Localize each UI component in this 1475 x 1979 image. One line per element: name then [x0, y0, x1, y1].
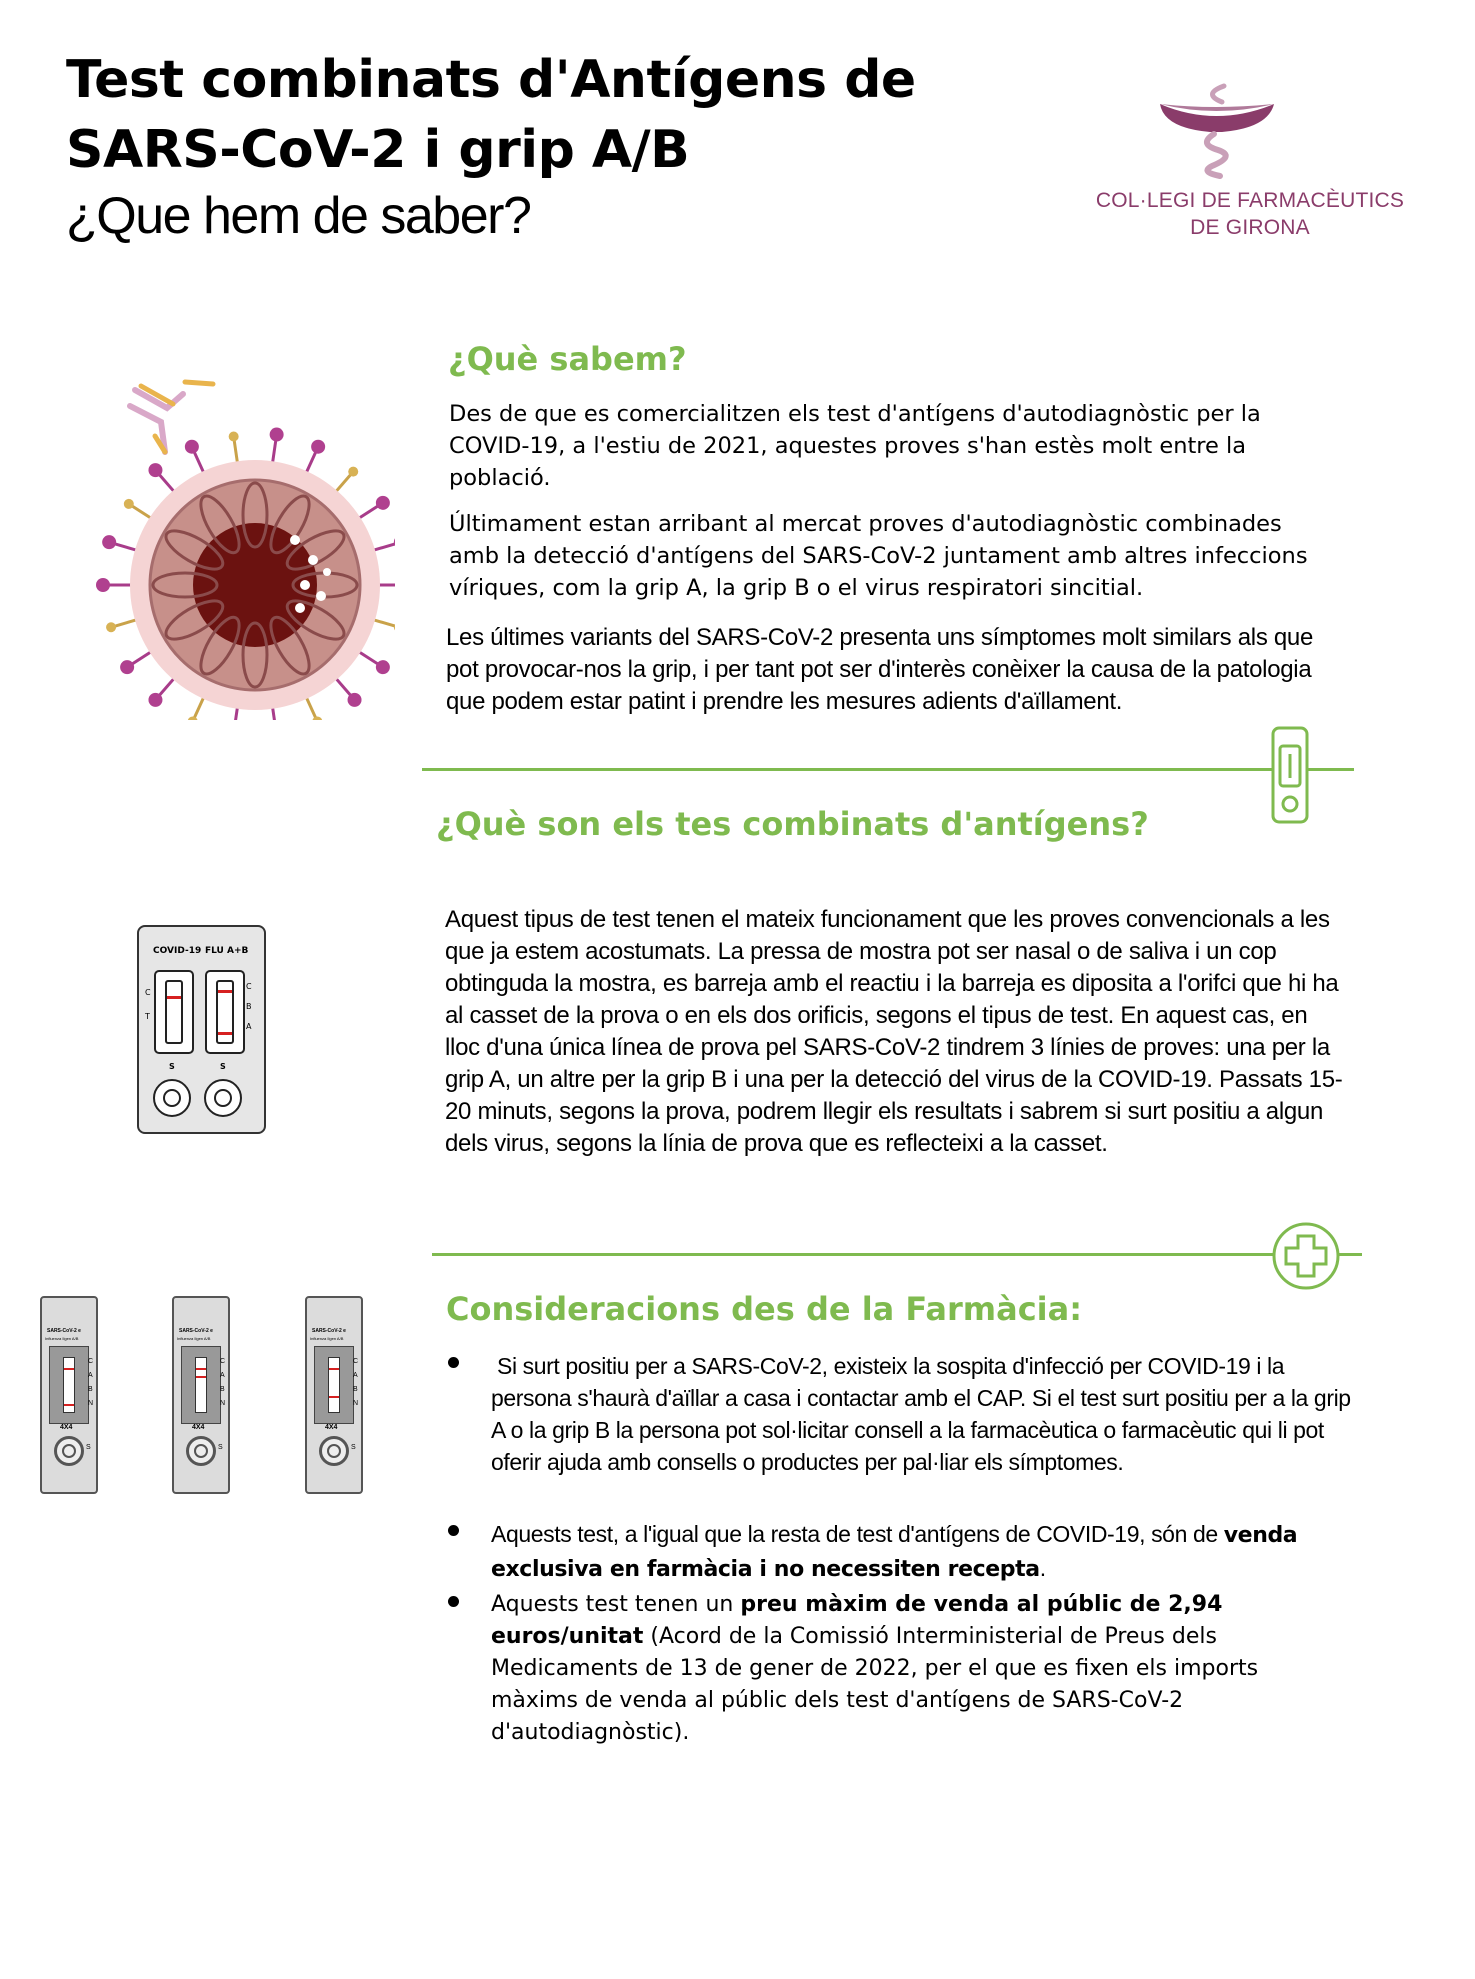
- logo-text-line2: DE GIRONA: [1190, 216, 1310, 239]
- section1-paragraph-2: Últimament estan arribant al mercat proves d'autodiagnòstic combinades amb la detecció d'antígens del SARS-CoV-2 juntament amb altres infeccions víriques, com la grip A, la grip B o el virus respiratori sincitial.: [449, 511, 1308, 601]
- bullet-3-dot: [448, 1596, 459, 1607]
- section2-heading: ¿Què son els tes combinats d'antígens?: [436, 805, 1149, 843]
- combined-test-cassette: COVID-19 FLU A+B C T C B A S S: [137, 925, 266, 1134]
- small-cassette: SARS-CoV-2 e Influenza Ilgen A/B C A B N 4X4 S: [305, 1296, 363, 1494]
- virus-illustration: [75, 360, 395, 720]
- section2-paragraph: Aquest tipus de test tenen el mateix funcionament que les proves convencionals a les que ja estem acostumats. La pressa de mostra pot ser nasal o de saliva i un cop obtinguda la mostra, es barreja amb el reactiu i la barreja es diposita a l'orifci que hi ha al casset de la prova o en els dos orificis, segons el tipus de test. En aquest cas, en lloc d'una única línea de prova pel SARS-CoV-2 tindrem 3 línies de proves: una per la grip A, un altre per la grip B i una per la detecció del virus de la COVID-19. Passats 15-20 minuts, segons la prova, podrem llegir els resultats i sabrem si surt positiu a algun dels virus, segons la línia de prova que es reflecteixi a la casset.: [445, 906, 1343, 1157]
- bullet-1-text: Si surt positiu per a SARS-CoV-2, existeix la sospita d'infecció per COVID-19 i la persona s'haurà d'aïllar a casa i contactar amb el CAP. Si el test surt positiu per a la grip A o la grip B la persona pot sol·licitar consell a la farmacèutica o farmacèutic qui li pot oferir ajuda amb consells o productes per pal·liar els símptomes.: [491, 1353, 1351, 1475]
- bullet-3-text: Aquests test tenen un preu màxim de venda al públic de 2,94 euros/unitat (Acord de la Comissió Interministerial de Preus dels Medicaments de 13 de gener de 2022, per el que es fixen els imports màxims de venda al públic dels test d'antígens de SARS-CoV-2 d'autodiagnòstic).: [491, 1592, 1259, 1745]
- bullet-2-dot: [448, 1525, 459, 1536]
- section1-paragraph-1: Des de que es comercialitzen els test d'antígens d'autodiagnòstic per la COVID-19, a l'estiu de 2021, aquestes proves s'han estès molt entre la població.: [449, 401, 1261, 491]
- logo-text-line1: COL·LEGI DE FARMACÈUTICS: [1095, 189, 1405, 212]
- bullet-2-text: Aquests test, a l'igual que la resta de test d'antígens de COVID-19, són de venda exclusiva en farmàcia i no necessiten recepta.: [491, 1521, 1298, 1582]
- small-cassette: SARS-CoV-2 e Influenza Ilgen A/B C A B N 4X4 S: [172, 1296, 230, 1494]
- section-divider-1: [422, 768, 1354, 771]
- test-cassette-icon: [1268, 724, 1318, 828]
- subtitle: ¿Que hem de saber?: [66, 187, 531, 245]
- section-divider-2: [432, 1253, 1362, 1256]
- pharmacy-cross-icon: [1270, 1220, 1342, 1292]
- title-line-1: Test combinats d'Antígens de: [66, 50, 916, 110]
- small-cassette: SARS-CoV-2 e Influenza Ilgen A/B C A B N 4X4 S: [40, 1296, 98, 1494]
- bullet-1-dot: [448, 1357, 459, 1368]
- section3-heading: Consideracions des de la Farmàcia:: [446, 1290, 1083, 1328]
- pharmacy-logo-icon: [1140, 80, 1290, 180]
- cassette-label-flu: FLU A+B: [205, 946, 249, 956]
- section1-heading: ¿Què sabem?: [448, 340, 687, 378]
- antibody-icon: [130, 382, 213, 452]
- title-line-2: SARS-CoV-2 i grip A/B: [66, 120, 690, 180]
- cassette-label-covid: COVID-19: [153, 946, 202, 956]
- section1-paragraph-3: Les últimes variants del SARS-CoV-2 presenta uns símptomes molt similars als que pot provocar-nos la grip, i per tant pot ser d'interès conèixer la causa de la patologia que podem estar patint i prendre les mesures adients d'aïllament.: [446, 624, 1314, 715]
